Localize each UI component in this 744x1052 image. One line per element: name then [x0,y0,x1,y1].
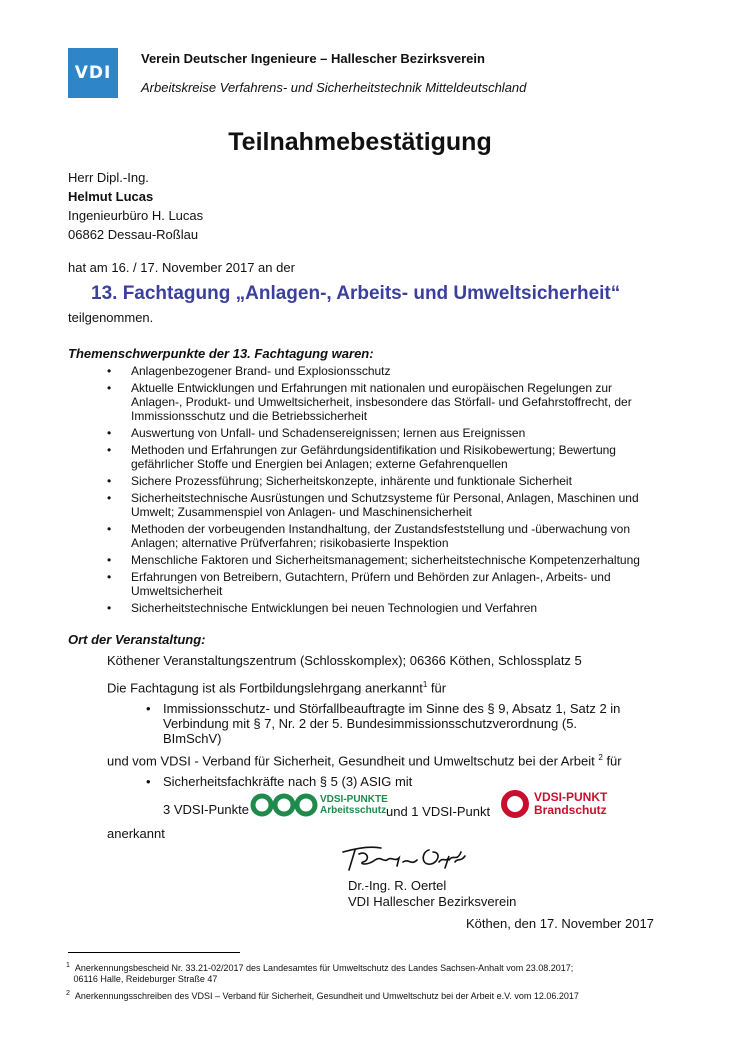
intro-text: hat am 16. / 17. November 2017 an der [68,260,295,275]
place-text: Köthener Veranstaltungszentrum (Schlosskomplex); 06366 Köthen, Schlossplatz 5 [107,653,582,668]
list-item: • Methoden und Erfahrungen zur Gefährdungsidentifikation und Risikobewertung; Bewertung gefährlicher Stoffe und Energien bei Anlagen; externe Gefahrenquellen [107,443,616,471]
signatory-org: VDI Hallescher Bezirksverein [348,894,517,909]
bullet: • [146,701,151,716]
list-item: • Erfahrungen von Betreibern, Gutachtern, Prüfern und Behörden zur Anlagen-, Arbeits- und Umweltsicherheit [107,570,611,598]
recognition-text: Die Fachtagung ist als Fortbildungslehrgang anerkannt$^1$ für [107,680,447,696]
topics-heading: Themenschwerpunkte der 13. Fachtagung waren: [68,346,374,361]
recipient-name: Helmut Lucas [68,189,154,204]
document-title: Teilnahmebestätigung [228,128,492,156]
org-subtitle: Arbeitskreise Verfahrens- und Sicherheitstechnik Mitteldeutschland [141,80,527,95]
participated-text: teilgenommen. [68,310,154,325]
list-item: • Sicherheitstechnische Entwicklungen bei neuen Technologien und Verfahren [107,601,538,615]
footnote-divider [68,952,240,953]
logo-text: VDI [74,63,112,83]
footnote-2: $^2$ Anerkennungsschreiben des VDSI – Verband für Sicherheit, Gesundheit und Umweltschutz bei der Arbeit e.V. vom 12.06.2017 [66,990,579,1001]
place-date: Köthen, den 17. November 2017 [466,916,654,931]
vdi-logo [68,48,118,98]
list-item: • Methoden der vorbeugenden Instandhaltung, der Zustandsfeststellung und -überwachung von Anlagen; alternative Prüfverfahren; risikobasierte Inspektion [107,522,631,550]
list-item: • Sicherheitstechnische Ausrüstungen und Schutzsysteme für Personal, Anlagen, Maschinen und Umwelt; Zusammenspiel von Anlagen- und Maschinensicherheit [107,491,639,519]
vdsi-green-rings-icon [250,792,318,818]
event-title: 13. Fachtagung „Anlagen-, Arbeits- und Umweltsicherheit“ [91,283,621,304]
recognition-item: Immissionsschutz- und Störfallbeauftragte im Sinne des § 9, Absatz 1, Satz 2 in Verbindung mit § 7, Nr. 2 der 5. Bundesimmissionsschutzverordnung (5. BImSchV) [163,701,621,746]
vdsi-arbeitsschutz-seal [250,792,388,818]
recipient-city: 06862 Dessau-Roßlau [68,227,199,242]
vdsi-item: Sicherheitsfachkräfte nach § 5 (3) ASIG mit [163,774,413,789]
seal-a-line2: Arbeitsschutz [320,805,387,816]
list-item: • Sichere Prozessführung; Sicherheitskonzepte, inhärente und funktionale Sicherheit [107,474,572,488]
acknowledged-text: anerkannt [107,826,165,841]
vdsi-red-ring-icon [500,789,530,819]
points-a: 3 VDSI-Punkte [163,802,249,817]
seal-b-line1: VDSI-PUNKT [534,790,608,804]
points-b: und 1 VDSI-Punkt [386,804,491,819]
vdsi-brandschutz-seal [500,789,607,819]
org-name: Verein Deutscher Ingenieure – Hallescher Bezirksverein [141,51,485,66]
list-item: • Aktuelle Entwicklungen und Erfahrungen mit nationalen und europäischen Regelungen zur Anlagen-, Produkt- und Umweltsicherheit, insbesondere das Störfall- und Gefahrstoffrecht, der Immissionsschutz und die Betriebssicherheit [107,381,632,423]
signatory-name: Dr.-Ing. R. Oertel [348,878,447,893]
list-item: • Auswertung von Unfall- und Schadensereignissen; lernen aus Ereignissen [107,426,526,440]
bullet: • [146,774,151,789]
list-item: • Menschliche Faktoren und Sicherheitsmanagement; sicherheitstechnische Kompetenzerhaltung [107,553,640,567]
seal-a-line1: VDSI-PUNKTE [320,794,388,805]
recipient-company: Ingenieurbüro H. Lucas [68,208,204,223]
list-item: • Anlagenbezogener Brand- und Explosionsschutz [107,364,391,378]
recipient-salutation: Herr Dipl.-Ing. [68,170,149,185]
seal-b-line2: Brandschutz [534,803,607,817]
vdsi-text: und vom VDSI - Verband für Sicherheit, Gesundheit und Umweltschutz bei der Arbeit $^2$ für [107,753,622,769]
footnote-1: $^1$ Anerkennungsbescheid Nr. 33.21-02/2017 des Landesamtes für Umweltschutz des Landes Sachsen-Anhalt vom 23.08.2017; 06116 Halle, Reideburger Straße 47 [66,962,574,984]
place-heading: Ort der Veranstaltung: [68,632,206,647]
topics-list [107,364,652,618]
handwritten-signature [337,840,467,876]
